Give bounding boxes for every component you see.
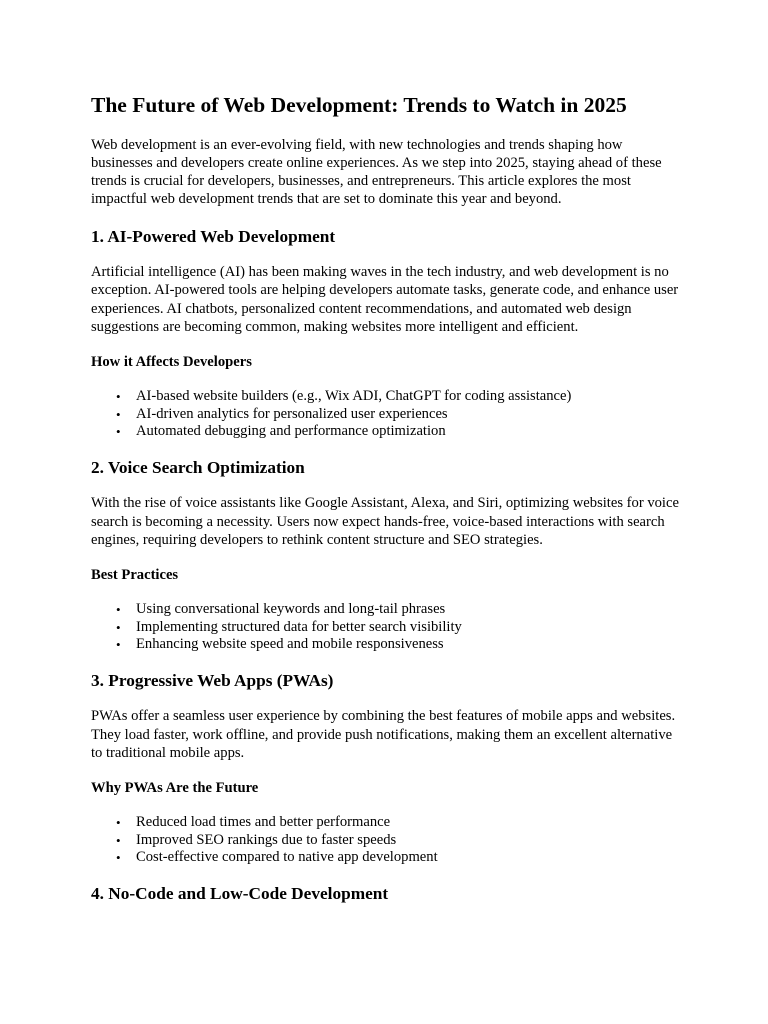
list-item xyxy=(116,601,680,619)
list-item-text: Implementing structured data for better search visibility xyxy=(136,618,462,635)
section-paragraph: PWAs offer a seamless user experience by combining the best features of mobile apps and websites. They load faster, work offline, and provide push notifications, making them an excellent alternative to traditional mobile apps. xyxy=(91,708,676,761)
list-item-text: Cost-effective compared to native app development xyxy=(136,849,438,866)
bullet-icon: • xyxy=(116,850,121,866)
list-item-text: Automated debugging and performance optimization xyxy=(136,423,446,440)
bullet-icon: • xyxy=(116,815,121,831)
bullet-icon: • xyxy=(116,389,121,405)
bullet-icon: • xyxy=(116,424,121,440)
page-title: The Future of Web Development: Trends to Watch in 2025 xyxy=(91,93,627,117)
section-paragraph: Artificial intelligence (AI) has been making waves in the tech industry, and web development is no exception. AI-powered tools are helping developers automate tasks, generate code, and enhance user experiences. AI chatbots, personalized content recommendations, and automated web design suggestions are becoming common, making websites more intelligent and efficient. xyxy=(91,264,679,335)
list-item xyxy=(116,636,680,654)
list-item xyxy=(116,814,680,832)
bullet-icon: • xyxy=(116,619,121,635)
list-item-text: AI-based website builders (e.g., Wix ADI, ChatGPT for coding assistance) xyxy=(136,388,572,405)
list-item-text: AI-driven analytics for personalized user experiences xyxy=(136,405,448,422)
list-item-text: Improved SEO rankings due to faster speeds xyxy=(136,831,397,848)
section-heading: 2. Voice Search Optimization xyxy=(91,457,305,477)
section-paragraph: With the rise of voice assistants like Google Assistant, Alexa, and Siri, optimizing websites for voice search is becoming a necessity. Users now expect hands-free, voice-based interactions with search engines, requiring developers to rethink content structure and SEO strategies. xyxy=(91,495,679,548)
section-heading: 3. Progressive Web Apps (PWAs) xyxy=(91,670,334,690)
list-item-text: Enhancing website speed and mobile responsiveness xyxy=(136,636,444,653)
list-item xyxy=(116,423,680,441)
list-item-text: Reduced load times and better performance xyxy=(136,814,391,831)
bullet-icon: • xyxy=(116,637,121,653)
bullet-icon: • xyxy=(116,832,121,848)
section-heading: 1. AI-Powered Web Development xyxy=(91,226,336,246)
section-subheading: Best Practices xyxy=(91,567,179,584)
bullet-icon: • xyxy=(116,406,121,422)
bullet-list xyxy=(91,814,680,867)
bullet-list xyxy=(91,388,680,441)
section-heading: 4. No-Code and Low-Code Development xyxy=(91,883,389,903)
list-item xyxy=(116,388,680,406)
list-item xyxy=(116,405,680,424)
list-item xyxy=(116,849,680,867)
list-item-text: Using conversational keywords and long-tail phrases xyxy=(136,601,446,618)
bullet-icon: • xyxy=(116,602,121,618)
section-subheading: How it Affects Developers xyxy=(91,354,252,371)
intro-paragraph: Web development is an ever-evolving field, with new technologies and trends shaping how businesses and developers create online experiences. As we step into 2025, staying ahead of these trends is crucial for developers, businesses, and entrepreneurs. This article explores the most impactful web development trends that are set to dominate this year and beyond. xyxy=(91,136,662,208)
section-subheading: Why PWAs Are the Future xyxy=(91,780,259,797)
list-item xyxy=(116,618,680,637)
list-item xyxy=(116,831,680,850)
bullet-list xyxy=(91,601,680,654)
